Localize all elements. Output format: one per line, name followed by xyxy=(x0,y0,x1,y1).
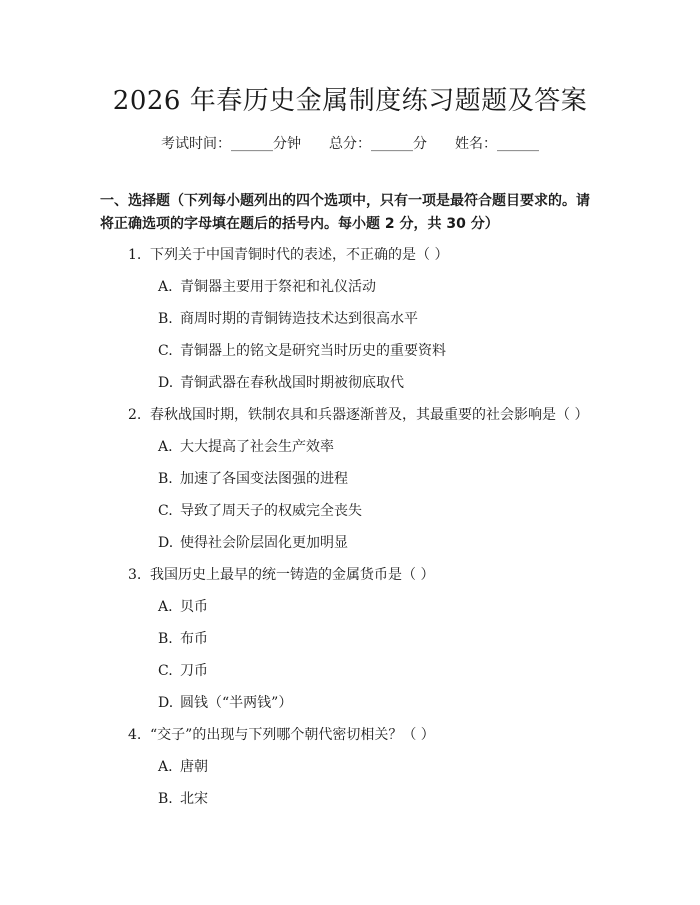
option-letter: A. xyxy=(158,599,173,615)
option-3b xyxy=(158,628,208,648)
option-letter: B. xyxy=(158,311,173,327)
option-3a xyxy=(158,596,208,616)
option-2d xyxy=(158,532,348,552)
option-letter: A. xyxy=(158,279,173,295)
option-2c xyxy=(158,500,362,520)
option-text: 北宋 xyxy=(180,791,208,807)
option-letter: B. xyxy=(158,471,173,487)
option-text: 青铜器上的铭文是研究当时历史的重要资料 xyxy=(180,343,446,359)
option-letter: A. xyxy=(158,759,173,775)
option-4a xyxy=(158,756,208,776)
option-2a xyxy=(158,436,334,456)
question-text: “交子”的出现与下列哪个朝代密切相关？（ ） xyxy=(150,727,435,743)
option-text: 大大提高了社会生产效率 xyxy=(180,439,334,455)
option-letter: B. xyxy=(158,791,173,807)
option-text: 贝币 xyxy=(180,599,208,615)
question-text: 春秋战国时期，铁制农具和兵器逐渐普及，其最重要的社会影响是（ ） xyxy=(150,407,589,423)
option-4b xyxy=(158,788,208,808)
option-text: 唐朝 xyxy=(180,759,208,775)
option-letter: B. xyxy=(158,631,173,647)
option-1b xyxy=(158,308,418,328)
question-number: 4. xyxy=(128,727,142,743)
exam-meta xyxy=(0,133,700,153)
option-3c xyxy=(158,660,208,680)
question-1 xyxy=(128,244,448,264)
name-field: 姓名：______ xyxy=(455,136,539,152)
total-score-field: 总分：______分 xyxy=(329,136,427,152)
option-text: 导致了周天子的权威完全丧失 xyxy=(180,503,362,519)
exam-time-field: 考试时间：______分钟 xyxy=(161,136,301,152)
option-text: 青铜器主要用于祭祀和礼仪活动 xyxy=(180,279,376,295)
question-text: 下列关于中国青铜时代的表述，不正确的是（ ） xyxy=(150,247,449,263)
section-heading: 一、选择题（下列每小题列出的四个选项中，只有一项是最符合题目要求的。请将正确选项的字母填在题后的括号内。每小题 2 分，共 30 分） xyxy=(100,193,590,232)
option-1c xyxy=(158,340,446,360)
option-text: 青铜武器在春秋战国时期被彻底取代 xyxy=(180,375,404,391)
option-text: 加速了各国变法图强的进程 xyxy=(180,471,348,487)
option-text: 商周时期的青铜铸造技术达到很高水平 xyxy=(180,311,418,327)
option-letter: D. xyxy=(158,695,174,711)
option-2b xyxy=(158,468,348,488)
option-letter: A. xyxy=(158,439,173,455)
question-number: 2. xyxy=(128,407,142,423)
option-letter: C. xyxy=(158,663,173,679)
option-text: 布币 xyxy=(180,631,208,647)
option-text: 刀币 xyxy=(180,663,208,679)
question-2 xyxy=(128,404,588,424)
option-1a xyxy=(158,276,376,296)
option-letter: D. xyxy=(158,535,174,551)
option-text: 圆钱（“半两钱”） xyxy=(180,695,293,711)
option-3d xyxy=(158,692,292,712)
question-text: 我国历史上最早的统一铸造的金属货币是（ ） xyxy=(150,567,435,583)
option-1d xyxy=(158,372,404,392)
question-number: 1. xyxy=(128,247,142,263)
option-letter: D. xyxy=(158,375,174,391)
question-number: 3. xyxy=(128,567,142,583)
question-3 xyxy=(128,564,434,584)
option-letter: C. xyxy=(158,503,173,519)
question-4 xyxy=(128,724,435,744)
page-title: 2026 年春历史金属制度练习题题及答案 xyxy=(112,86,588,116)
option-letter: C. xyxy=(158,343,173,359)
option-text: 使得社会阶层固化更加明显 xyxy=(180,535,348,551)
